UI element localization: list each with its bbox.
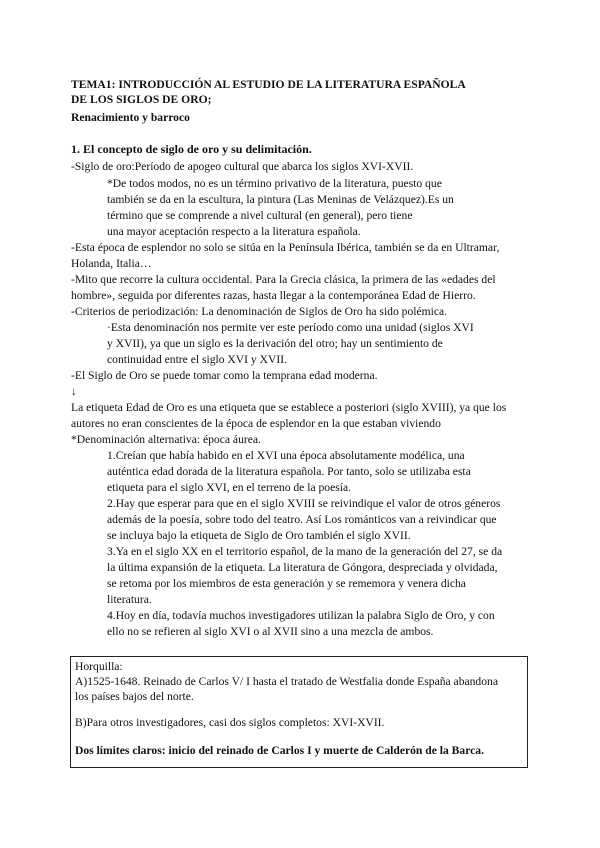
text-line: auténtica edad dorada de la literatura española. Por tanto, solo se utilizaba esta xyxy=(107,465,471,478)
box-line-b: B)Para otros investigadores, casi dos siglos completos: XVI-XVII. xyxy=(75,716,385,729)
text-line: una mayor aceptación respecto a la literatura española. xyxy=(107,225,361,238)
text-line: además de la poesía, sobre todo del teatro. Así Los románticos van a reivindicar que xyxy=(107,513,497,526)
text-line: la última expansión de la etiqueta. La literatura de Góngora, despreciada y olvidada, xyxy=(107,561,498,574)
text-line: 4.Hoy en día, todavía muchos investigadores utilizan la palabra Siglo de Oro, y con xyxy=(107,609,495,622)
text-line: continuidad entre el siglo XVI y XVII. xyxy=(107,353,287,366)
text-line: -Siglo de oro:Período de apogeo cultural que abarca los siglos XVI-XVII. xyxy=(71,160,414,173)
text-line: La etiqueta Edad de Oro es una etiqueta que se establece a posteriori (siglo XVIII), ya que los xyxy=(71,401,507,414)
text-line: *Denominación alternativa: época áurea. xyxy=(71,433,261,446)
title-line-1: TEMA1: INTRODUCCIÓN AL ESTUDIO DE LA LITERATURA ESPAÑOLA xyxy=(71,78,466,91)
text-line: ·Esta denominación nos permite ver este período como una unidad (siglos XVI xyxy=(107,321,474,334)
text-line: 3.Ya en el siglo XX en el territorio español, de la mano de la generación del 27, se da xyxy=(107,545,503,558)
box-conclusion: Dos límites claros: inicio del reinado de Carlos I y muerte de Calderón de la Barca. xyxy=(75,744,484,757)
text-line: -El Siglo de Oro se puede tomar como la temprana edad moderna. xyxy=(71,369,378,382)
down-arrow-icon: ↓ xyxy=(71,385,77,398)
text-line: se retoma por los miembros de esta generación y se rememora y venera dicha xyxy=(107,577,466,590)
text-line: hombre», seguida por diferentes razas, hasta llegar a la contemporánea Edad de Hierro. xyxy=(71,289,476,302)
text-line: 1.Creían que había habido en el XVI una época absolutamente modélica, una xyxy=(107,449,465,462)
text-line: -Mito que recorre la cultura occidental. Para la Grecia clásica, la primera de las «edades del xyxy=(71,273,496,286)
section-heading: 1. El concepto de siglo de oro y su delimitación. xyxy=(71,142,312,156)
text-line: término que se comprende a nivel cultural (en general), pero tiene xyxy=(107,209,413,222)
title-line-2: DE LOS SIGLOS DE ORO; xyxy=(71,93,212,106)
text-line: etiqueta para el siglo XVI, en el terreno de la poesía. xyxy=(107,481,352,494)
text-line: literatura. xyxy=(107,593,152,606)
text-line: también se da en la escultura, la pintura (Las Meninas de Velázquez).Es un xyxy=(107,193,454,206)
text-line: autores no eran conscientes de la época de esplendor en la que estaban viviendo xyxy=(71,417,441,430)
text-line: 2.Hay que esperar para que en el siglo XVIII se reivindique el valor de otros géneros xyxy=(107,497,501,510)
subtitle: Renacimiento y barroco xyxy=(71,111,190,124)
box-heading: Horquilla: xyxy=(75,660,123,673)
box-line-a2: los países bajos del norte. xyxy=(75,690,194,703)
text-line: se incluya bajo la etiqueta de Siglo de Oro también el siglo XVII. xyxy=(107,529,411,542)
text-line: -Criterios de periodización: La denominación de Siglos de Oro ha sido polémica. xyxy=(71,305,448,318)
text-line: y XVII), ya que un siglo es la derivación del otro; hay un sentimiento de xyxy=(107,337,443,350)
text-line: *De todos modos, no es un término privativo de la literatura, puesto que xyxy=(107,177,442,190)
box-line-a1: A)1525-1648. Reinado de Carlos V/ I hasta el tratado de Westfalia donde España abandona xyxy=(75,675,498,688)
text-line: Holanda, Italia… xyxy=(71,257,152,270)
text-line: -Esta época de esplendor no solo se sitúa en la Península Ibérica, también se da en Ultramar, xyxy=(71,241,500,254)
text-line: ello no se refieren al siglo XVI o al XVII sino a una mezcla de ambos. xyxy=(107,625,434,638)
